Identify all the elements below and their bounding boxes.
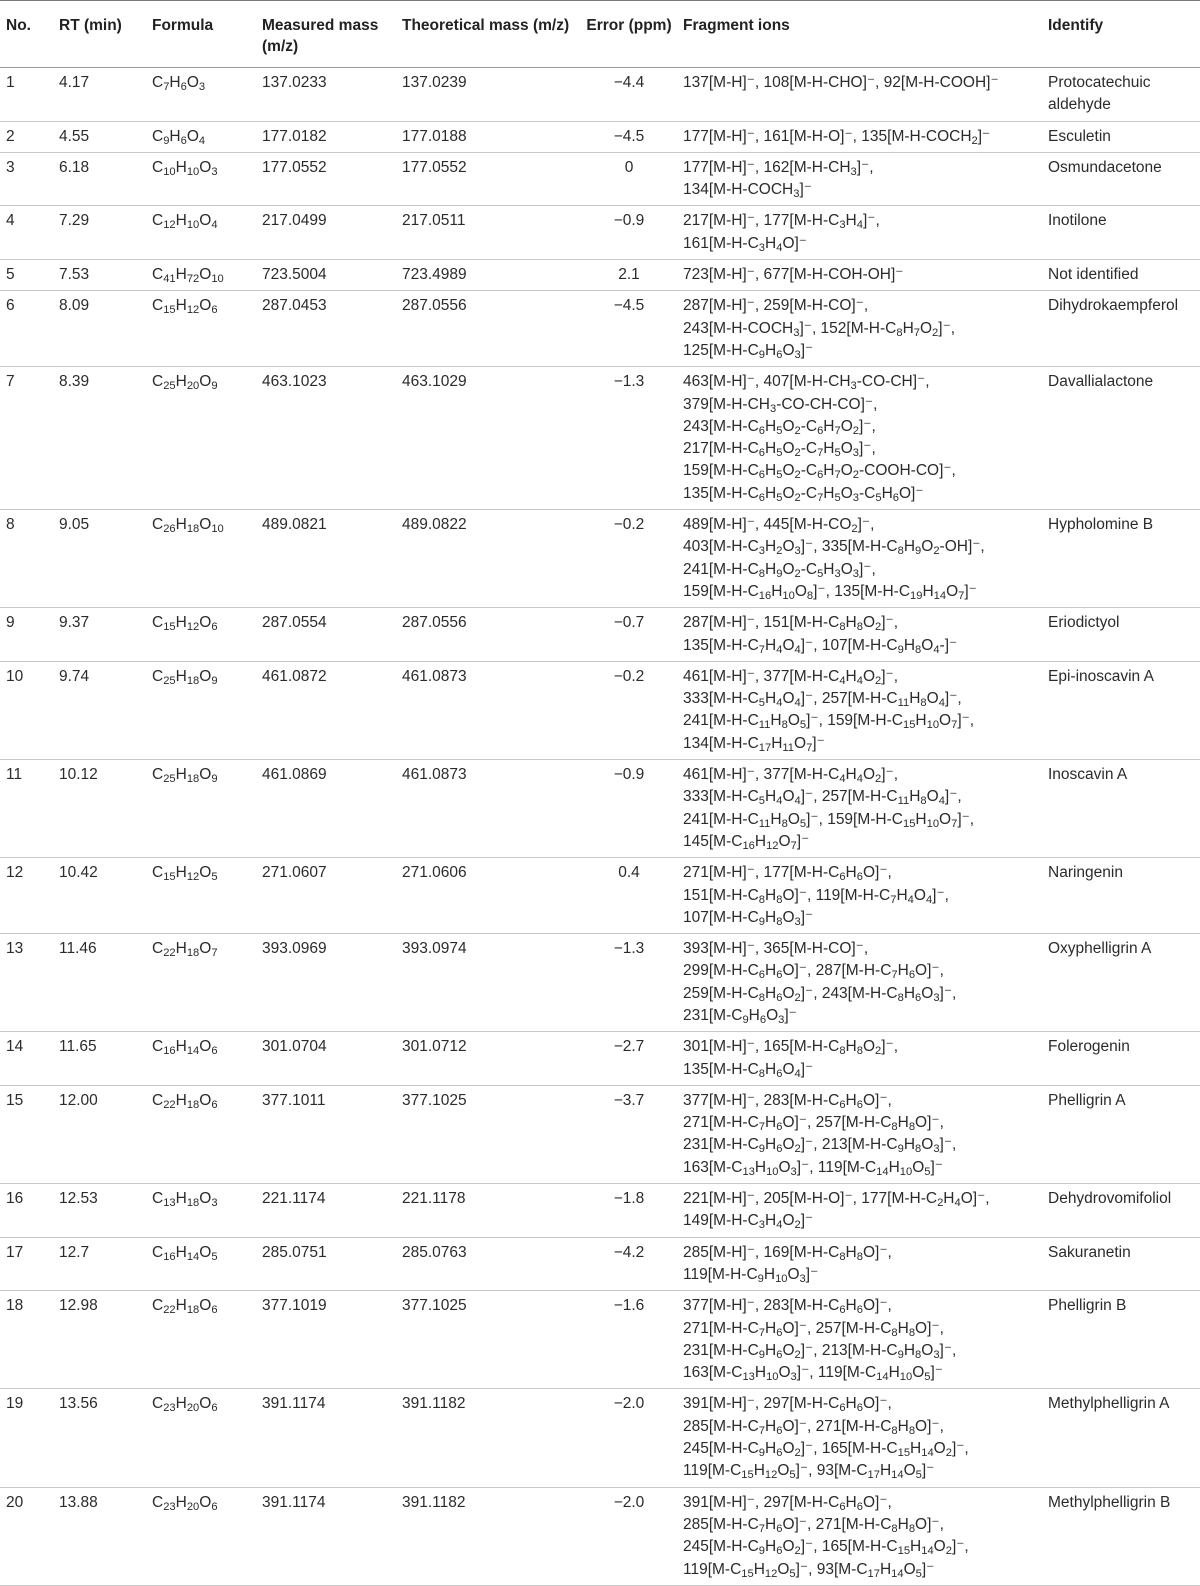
cell-no: 18 [6, 1297, 24, 1315]
header-formula: Formula [152, 17, 214, 34]
cell-no: 5 [6, 266, 15, 284]
cell-measured-mass: 723.5004 [262, 266, 327, 284]
cell-formula: $C_{23}H_{20}O_6$ [152, 1395, 218, 1415]
cell-theoretical-mass: 221.1178 [402, 1190, 466, 1208]
fragment-line: 177[M-H]⁻, $162[M-H-CH_3]^-$, [683, 158, 874, 178]
cell-identify: Protocatechuic aldehyde [1048, 74, 1151, 114]
cell-identify: Oxyphelligrin A [1048, 940, 1152, 958]
fragment-line: $119[M-H-C_9H_{10}O_3]^-$ [683, 1265, 819, 1285]
cell-rt: 8.09 [59, 297, 90, 315]
fragment-line: $145[M-C_{16}H_{12}O_7]^-$ [683, 832, 810, 852]
cell-rt: 7.53 [59, 266, 90, 284]
cell-no: 14 [6, 1038, 24, 1056]
cell-formula: $C_{15}H_{12}O_6$ [152, 614, 218, 634]
fragment-line: 461[M-H]⁻, $377[M-H-C_4H_4O_2]^-$, [683, 766, 899, 785]
cell-theoretical-mass: 393.0974 [402, 940, 467, 958]
cell-fragment-ions [679, 934, 1044, 1031]
table-row [0, 206, 1200, 260]
fragment-line: $159[M-H-C_6H_5O_2-C_6H_7O_2-COOH-CO]^-$, [683, 462, 956, 482]
cell-rt: 9.05 [59, 516, 90, 534]
fragment-line: 301[M-H]⁻, $165[M-H-C_8H_8O_2]^-$, [683, 1038, 899, 1058]
cell-identify: Dihydrokaempferol [1048, 297, 1179, 315]
cell-identify: Hypholomine B [1048, 516, 1154, 534]
fragment-line: 287[M-H]⁻, $151[M-H-C_8H_8O_2]^-$, [683, 614, 899, 634]
table-row [0, 291, 1200, 367]
cell-error: 0.4 [618, 864, 640, 882]
cell-fragment-ions [679, 1032, 1044, 1085]
cell-fragment-ions [679, 260, 1044, 290]
cell-theoretical-mass: 137.0239 [402, 74, 467, 91]
cell-error: −2.0 [613, 1395, 645, 1413]
cell-no: 8 [6, 516, 15, 534]
cell-theoretical-mass: 391.1182 [402, 1395, 466, 1413]
fragment-line: $163[M-C_{13}H_{10}O_3]^-$, $119[M-C_{14}H_{10}O_5]^-$ [683, 1364, 943, 1383]
cell-fragment-ions [679, 206, 1044, 259]
cell-error: −0.7 [613, 614, 645, 632]
cell-theoretical-mass: 271.0606 [402, 864, 467, 882]
cell-error: −4.5 [613, 297, 645, 315]
fragment-line: 217[M-H]⁻, $177[M-H-C_3H_4]^-$, [683, 212, 880, 232]
cell-measured-mass: 489.0821 [262, 516, 327, 534]
cell-formula: $C_{22}H_{18}O_7$ [152, 940, 218, 959]
fragment-line: 137[M-H]⁻, 108[M-H-CHO]⁻, 92[M-H-COOH]⁻ [683, 74, 999, 91]
fragment-line: $134[M-H-COCH_3]^-$ [683, 181, 812, 200]
header-rt: RT (min) [59, 17, 122, 34]
table-row [0, 510, 1200, 608]
fragment-line: $151[M-H-C_8H_8O]^-$, $119[M-H-C_7H_4O_4]^-$, [683, 886, 949, 906]
cell-identify: Folerogenin [1048, 1038, 1130, 1056]
cell-rt: 4.17 [59, 74, 90, 91]
cell-no: 2 [6, 127, 15, 145]
table-row [0, 1291, 1200, 1389]
table-header [0, 0, 1200, 68]
fragment-line: $149[M-H-C_3H_4O_2]^-$ [683, 1212, 814, 1232]
header-fragment-ions: Fragment ions [683, 17, 790, 34]
cell-formula: $C_{22}H_{18}O_6$ [152, 1091, 218, 1111]
cell-theoretical-mass: 461.0873 [402, 667, 467, 685]
table-row [0, 858, 1200, 934]
cell-error: −4.4 [613, 74, 645, 91]
cell-error: −1.3 [613, 940, 645, 958]
cell-error: −2.7 [613, 1038, 645, 1056]
header-theoretical-mass: Theoretical mass (m/z) [402, 17, 570, 34]
cell-fragment-ions [679, 608, 1044, 661]
fragment-line: $285[M-H-C_7H_6O]^-$, $271[M-H-C_8H_8O]^-$, [683, 1417, 944, 1437]
cell-theoretical-mass: 461.0873 [402, 766, 467, 784]
cell-formula: $C_{41}H_{72}O_{10}$ [152, 266, 224, 285]
table-row [0, 934, 1200, 1032]
cell-rt: 4.55 [59, 127, 90, 145]
fragment-line: $231[M-H-C_9H_6O_2]^-$, $213[M-H-C_9H_8O_3]^-$, [683, 1136, 957, 1156]
cell-rt: 11.65 [59, 1038, 97, 1056]
cell-fragment-ions [679, 1488, 1044, 1585]
fragment-line: 723[M-H]⁻, 677[M-H-COH-OH]⁻ [683, 266, 904, 284]
cell-theoretical-mass: 463.1029 [402, 373, 467, 391]
table-row [0, 260, 1200, 291]
fragment-line: $259[M-H-C_8H_6O_2]^-$, $243[M-H-C_8H_6O_3]^-$, [683, 984, 957, 1004]
cell-measured-mass: 461.0872 [262, 667, 327, 685]
cell-formula: $C_9H_6O_4$ [152, 127, 206, 147]
table-row [0, 68, 1200, 122]
cell-identify: Inotilone [1048, 212, 1107, 230]
cell-error: −4.2 [613, 1243, 645, 1261]
cell-rt: 12.00 [59, 1091, 98, 1109]
cell-formula: $C_{15}H_{12}O_6$ [152, 297, 218, 317]
cell-fragment-ions [679, 1238, 1044, 1291]
cell-error: 0 [624, 158, 634, 176]
cell-no: 9 [6, 614, 15, 632]
cell-fragment-ions [679, 291, 1044, 366]
fragment-line: $245[M-H-C_9H_6O_2]^-$, $165[M-H-C_{15}H_{14}O_2]^-$, [683, 1440, 969, 1459]
cell-fragment-ions [679, 1086, 1044, 1183]
fragment-line: $241[M-H-C_8H_9O_2-C_5H_3O_3]^-$, [683, 560, 876, 580]
fragment-line: $271[M-H-C_7H_6O]^-$, $257[M-H-C_8H_8O]^-$, [683, 1319, 944, 1339]
cell-formula: $C_{10}H_{10}O_3$ [152, 158, 218, 178]
cell-measured-mass: 285.0751 [262, 1243, 327, 1261]
fragment-line: 461[M-H]⁻, $377[M-H-C_4H_4O_2]^-$, [683, 667, 899, 687]
cell-theoretical-mass: 287.0556 [402, 614, 467, 632]
cell-theoretical-mass: 301.0712 [402, 1038, 467, 1056]
cell-theoretical-mass: 723.4989 [402, 266, 467, 284]
cell-fragment-ions [679, 1291, 1044, 1388]
cell-fragment-ions [679, 858, 1044, 933]
cell-theoretical-mass: 377.1025 [402, 1297, 467, 1315]
cell-no: 7 [6, 373, 15, 391]
fragment-line: 391[M-H]⁻, $297[M-H-C_6H_6O]^-$, [683, 1493, 892, 1513]
cell-formula: $C_{25}H_{18}O_9$ [152, 667, 218, 687]
cell-error: −1.8 [613, 1190, 645, 1208]
fragment-line: $119[M-C_{15}H_{12}O_5]^-$, $93[M-C_{17}H_{14}O_5]^-$ [683, 1560, 935, 1580]
cell-identify: Sakuranetin [1048, 1243, 1131, 1261]
cell-error: −0.2 [613, 667, 645, 685]
cell-identify: Not identified [1048, 266, 1139, 284]
cell-rt: 10.12 [59, 766, 98, 784]
cell-rt: 12.98 [59, 1297, 98, 1315]
table-row [0, 122, 1200, 153]
cell-fragment-ions [679, 760, 1044, 857]
cell-error: −2.0 [613, 1493, 645, 1511]
table-row [0, 1184, 1200, 1238]
cell-identify: Phelligrin B [1048, 1297, 1127, 1315]
cell-error: −4.5 [613, 127, 645, 145]
fragment-line: $403[M-H-C_3H_2O_3]^-$, $335[M-H-C_8H_9O_2-OH]^-$, [683, 538, 985, 558]
cell-rt: 13.56 [59, 1395, 98, 1413]
table-row [0, 1488, 1200, 1586]
cell-formula: $C_{23}H_{20}O_6$ [152, 1493, 218, 1513]
fragment-line: $135[M-H-C_7H_4O_4]^-$, $107[M-H-C_9H_8O_4-]^-$ [683, 636, 958, 656]
cell-error: −1.6 [613, 1297, 645, 1315]
cell-no: 20 [6, 1493, 24, 1511]
cell-rt: 11.46 [59, 940, 97, 958]
fragment-line: $333[M-H-C_5H_4O_4]^-$, $257[M-H-C_{11}H_8O_4]^-$, [683, 690, 962, 709]
fragment-line: $299[M-H-C_6H_6O]^-$, $287[M-H-C_7H_6O]^-$, [683, 962, 944, 982]
table-row [0, 153, 1200, 207]
cell-no: 1 [6, 74, 15, 91]
cell-measured-mass: 391.1174 [262, 1395, 326, 1413]
cell-identify: Phelligrin A [1048, 1091, 1126, 1109]
cell-identify: Osmundacetone [1048, 158, 1162, 176]
fragment-line: 177[M-H]⁻, 161[M-H-O]⁻, $135[M-H-COCH_2]^-$ [683, 127, 991, 147]
fragment-line: 463[M-H]⁻, $407[M-H-CH_3-CO-CH]^-$, [683, 373, 930, 393]
fragment-line: $107[M-H-C_9H_8O_3]^-$ [683, 908, 814, 928]
cell-rt: 9.74 [59, 667, 90, 685]
cell-fragment-ions [679, 662, 1044, 759]
cell-formula: $C_{25}H_{20}O_9$ [152, 373, 218, 393]
header-no: No. [6, 17, 31, 34]
table-row [0, 1032, 1200, 1086]
cell-identify: Eriodictyol [1048, 614, 1120, 632]
cell-fragment-ions [679, 1184, 1044, 1237]
fragment-line: $159[M-H-C_{16}H_{10}O_8]^-$, $135[M-H-C_{19}H_{14}O_7]^-$ [683, 582, 977, 602]
cell-measured-mass: 217.0499 [262, 212, 327, 230]
cell-no: 11 [6, 766, 23, 784]
cell-rt: 12.53 [59, 1190, 98, 1208]
fragment-line: 377[M-H]⁻, $283[M-H-C_6H_6O]^-$, [683, 1297, 892, 1317]
table-row [0, 662, 1200, 760]
cell-measured-mass: 301.0704 [262, 1038, 327, 1056]
fragment-line: $271[M-H-C_7H_6O]^-$, $257[M-H-C_8H_8O]^-$, [683, 1114, 944, 1133]
table-row [0, 1086, 1200, 1184]
fragment-line: $245[M-H-C_9H_6O_2]^-$, $165[M-H-C_{15}H_{14}O_2]^-$, [683, 1538, 969, 1557]
table-row [0, 760, 1200, 858]
cell-theoretical-mass: 377.1025 [402, 1091, 467, 1109]
table-body [0, 68, 1200, 1586]
cell-theoretical-mass: 391.1182 [402, 1493, 466, 1511]
header-measured-mass: Measured mass (m/z) [262, 17, 379, 55]
cell-no: 6 [6, 297, 15, 315]
cell-identify: Davallialactone [1048, 373, 1154, 391]
cell-measured-mass: 461.0869 [262, 766, 327, 784]
fragment-line: $163[M-C_{13}H_{10}O_3]^-$, $119[M-C_{14}H_{10}O_5]^-$ [683, 1158, 943, 1178]
fragment-line: $161[M-H-C_3H_4O]^-$ [683, 234, 807, 254]
fragment-line: $134[M-H-C_{17}H_{11}O_7]^-$ [683, 734, 825, 754]
cell-measured-mass: 287.0453 [262, 297, 327, 315]
cell-formula: $C_{16}H_{14}O_6$ [152, 1038, 218, 1058]
fragment-line: $243[M-H-COCH_3]^-$, $152[M-H-C_8H_7O_2]^-$, [683, 319, 956, 339]
cell-measured-mass: 221.1174 [262, 1190, 326, 1208]
cell-measured-mass: 177.0552 [262, 158, 327, 176]
fragment-line: $135[M-H-C_8H_6O_4]^-$ [683, 1060, 814, 1080]
fragment-line: $119[M-C_{15}H_{12}O_5]^-$, $93[M-C_{17}H_{14}O_5]^-$ [683, 1462, 935, 1482]
header-identify: Identify [1048, 17, 1104, 34]
cell-rt: 13.88 [59, 1493, 98, 1511]
table-row [0, 1238, 1200, 1292]
fragment-line: $135[M-H-C_6H_5O_2-C_7H_5O_3-C_5H_6O]^-$ [683, 484, 924, 504]
cell-no: 13 [6, 940, 24, 958]
table-row [0, 367, 1200, 510]
table-row [0, 608, 1200, 662]
fragment-line: 391[M-H]⁻, $297[M-H-C_6H_6O]^-$, [683, 1395, 892, 1415]
cell-no: 16 [6, 1190, 24, 1208]
cell-rt: 6.18 [59, 158, 90, 176]
cell-no: 3 [6, 158, 15, 176]
cell-fragment-ions [679, 510, 1044, 607]
cell-rt: 8.39 [59, 373, 90, 391]
cell-formula: $C_{15}H_{12}O_5$ [152, 864, 218, 883]
cell-rt: 7.29 [59, 212, 90, 230]
cell-identify: Inoscavin A [1048, 766, 1128, 784]
cell-error: −3.7 [613, 1091, 645, 1109]
cell-identify: Methylphelligrin B [1048, 1493, 1171, 1511]
fragment-line: $125[M-H-C_9H_6O_3]^-$ [683, 341, 814, 361]
cell-no: 17 [6, 1243, 24, 1261]
fragment-line: 287[M-H]⁻, 259[M-H-CO]⁻, [683, 297, 869, 315]
cell-no: 19 [6, 1395, 24, 1413]
fragment-line: $333[M-H-C_5H_4O_4]^-$, $257[M-H-C_{11}H_8O_4]^-$, [683, 788, 962, 808]
fragment-line: $231[M-H-C_9H_6O_2]^-$, $213[M-H-C_9H_8O_3]^-$, [683, 1341, 957, 1361]
fragment-line: $241[M-H-C_{11}H_8O_5]^-$, $159[M-H-C_{15}H_{10}O_7]^-$, [683, 712, 975, 732]
cell-fragment-ions [679, 68, 1044, 121]
cell-identify: Esculetin [1048, 127, 1111, 145]
cell-measured-mass: 463.1023 [262, 373, 327, 391]
cell-measured-mass: 391.1174 [262, 1493, 326, 1511]
cell-formula: $C_{13}H_{18}O_3$ [152, 1190, 218, 1209]
cell-formula: $C_{22}H_{18}O_6$ [152, 1297, 218, 1317]
fragment-line: $241[M-H-C_{11}H_8O_5]^-$, $159[M-H-C_{15}H_{10}O_7]^-$, [683, 810, 975, 830]
cell-no: 12 [6, 864, 24, 882]
cell-measured-mass: 271.0607 [262, 864, 327, 882]
cell-formula: $C_7H_6O_3$ [152, 74, 206, 93]
cell-theoretical-mass: 285.0763 [402, 1243, 467, 1261]
cell-formula: $C_{12}H_{10}O_4$ [152, 212, 218, 232]
cell-formula: $C_{25}H_{18}O_9$ [152, 766, 218, 785]
fragment-line: 393[M-H]⁻, 365[M-H-CO]⁻, [683, 940, 869, 958]
cell-theoretical-mass: 177.0188 [402, 127, 467, 145]
cell-identify: Naringenin [1048, 864, 1123, 882]
header-error: Error (ppm) [586, 17, 672, 34]
cell-theoretical-mass: 217.0511 [402, 212, 466, 230]
fragment-line: $243[M-H-C_6H_5O_2-C_6H_7O_2]^-$, [683, 417, 876, 437]
fragment-line: 377[M-H]⁻, $283[M-H-C_6H_6O]^-$, [683, 1091, 892, 1111]
cell-identify: Methylphelligrin A [1048, 1395, 1170, 1413]
cell-identify: Dehydrovomifoliol [1048, 1190, 1172, 1208]
cell-fragment-ions [679, 367, 1044, 509]
cell-measured-mass: 177.0182 [262, 127, 327, 145]
fragment-line: 285[M-H]⁻, $169[M-H-C_8H_8O]^-$, [683, 1243, 892, 1263]
cell-identify: Epi-inoscavin A [1048, 667, 1154, 685]
cell-measured-mass: 377.1019 [262, 1297, 327, 1315]
fragment-line: $217[M-H-C_6H_5O_2-C_7H_5O_3]^-$, [683, 440, 876, 459]
cell-formula: $C_{26}H_{18}O_{10}$ [152, 516, 224, 535]
cell-measured-mass: 393.0969 [262, 940, 327, 958]
cell-rt: 12.7 [59, 1243, 90, 1261]
cell-measured-mass: 377.1011 [262, 1091, 326, 1109]
cell-error: −0.9 [613, 212, 645, 230]
cell-formula: $C_{16}H_{14}O_5$ [152, 1243, 218, 1263]
cell-theoretical-mass: 177.0552 [402, 158, 467, 176]
fragment-line: $285[M-H-C_7H_6O]^-$, $271[M-H-C_8H_8O]^-$, [683, 1515, 944, 1535]
cell-no: 10 [6, 667, 24, 685]
fragment-line: $379[M-H-CH_3-CO-CH-CO]^-$, [683, 395, 878, 415]
cell-no: 4 [6, 212, 15, 230]
cell-error: −0.2 [613, 516, 645, 534]
fragment-line: 221[M-H]⁻, 205[M-H-O]⁻, $177[M-H-C_2H_4O]^-$, [683, 1190, 990, 1209]
cell-fragment-ions [679, 153, 1044, 206]
cell-measured-mass: 137.0233 [262, 74, 327, 91]
fragment-line: 271[M-H]⁻, $177[M-H-C_6H_6O]^-$, [683, 864, 892, 883]
cell-error: −0.9 [613, 766, 645, 784]
cell-fragment-ions [679, 122, 1044, 152]
table-row [0, 1389, 1200, 1487]
cell-theoretical-mass: 287.0556 [402, 297, 467, 315]
fragment-line: 489[M-H]⁻, $445[M-H-CO_2]^-$, [683, 516, 875, 535]
cell-error: 2.1 [618, 266, 640, 284]
cell-theoretical-mass: 489.0822 [402, 516, 467, 534]
cell-error: −1.3 [613, 373, 645, 391]
cell-fragment-ions [679, 1389, 1044, 1486]
cell-measured-mass: 287.0554 [262, 614, 327, 632]
cell-rt: 9.37 [59, 614, 90, 632]
cell-no: 15 [6, 1091, 24, 1109]
cell-rt: 10.42 [59, 864, 98, 882]
fragment-line: $231[M-C_9H_6O_3]^-$ [683, 1006, 797, 1026]
